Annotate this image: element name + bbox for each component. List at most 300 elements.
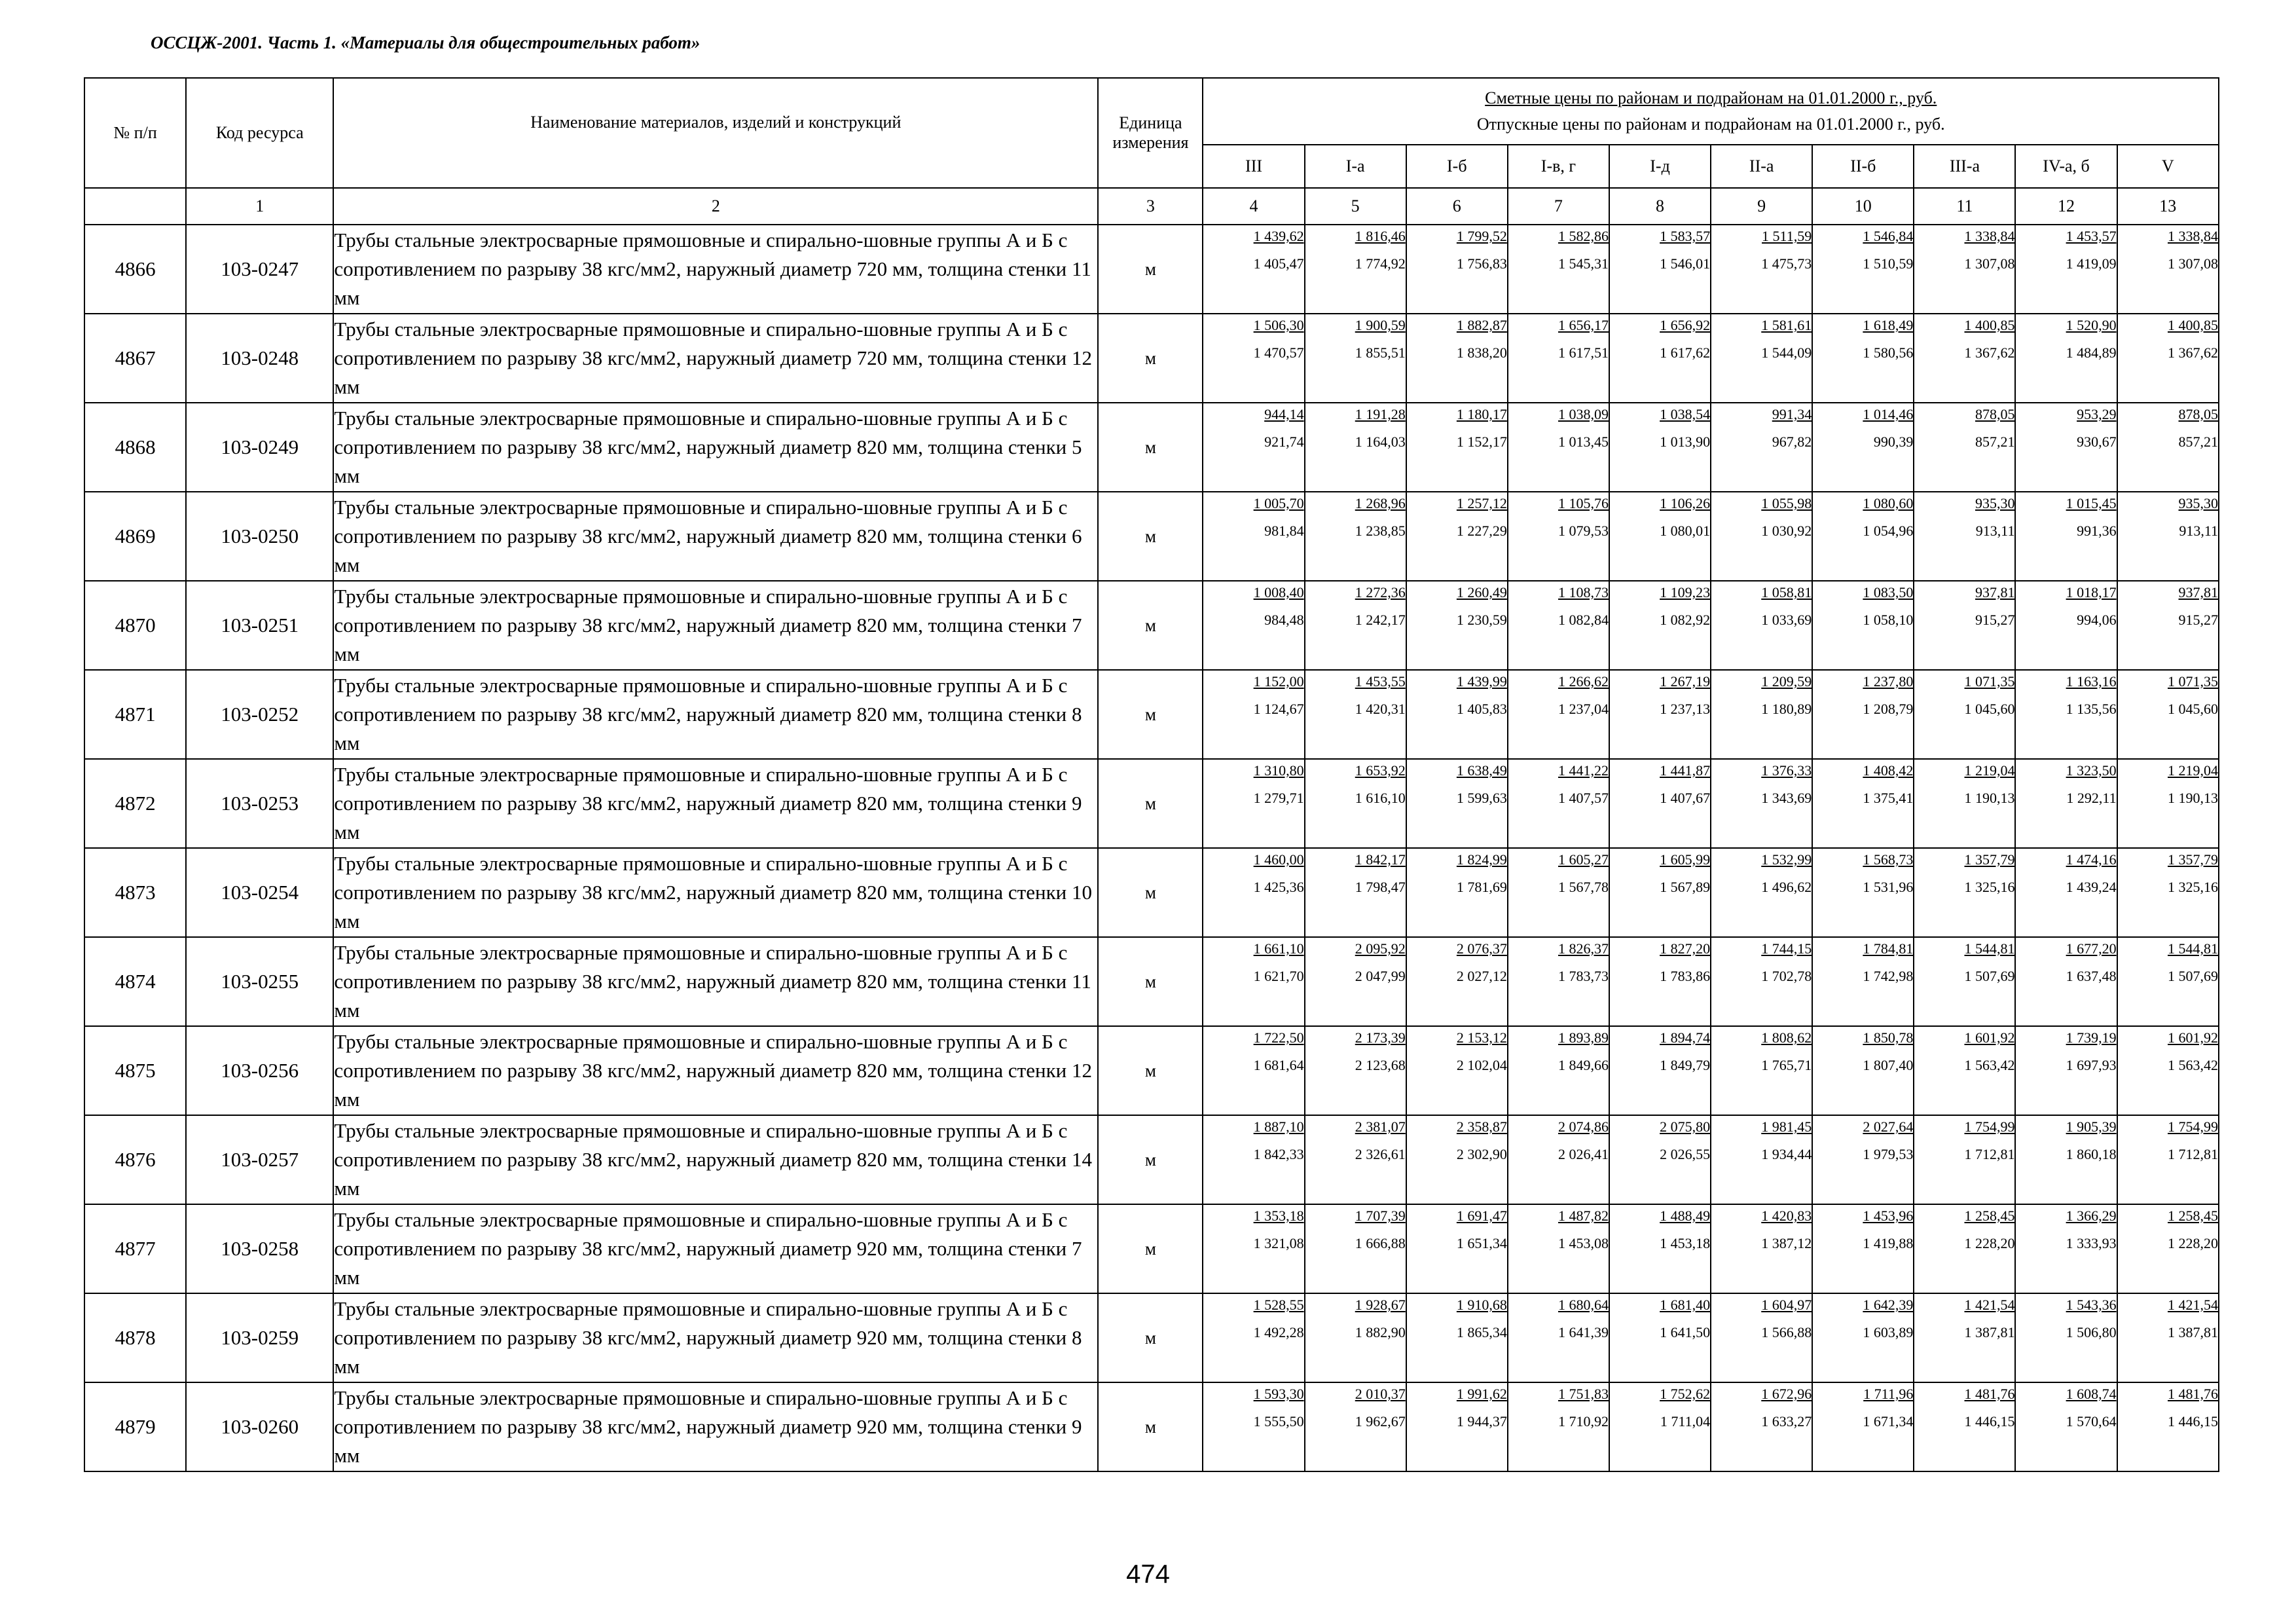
- price-cell: [1711, 937, 1812, 1026]
- price-cell: [1203, 1293, 1304, 1382]
- smetnaya-price: 1 058,81: [1761, 584, 1812, 600]
- price-cell: [1812, 1204, 1914, 1293]
- price-cell: [2015, 848, 2117, 937]
- table-row: [84, 403, 2219, 492]
- smetnaya-price: 1 583,57: [1660, 228, 1711, 244]
- otpusknaya-price: 991,36: [2077, 523, 2117, 539]
- otpusknaya-price: 1 292,11: [2066, 790, 2117, 806]
- smetnaya-price: 2 076,37: [1456, 940, 1507, 957]
- unit-cell: м: [1098, 492, 1203, 581]
- price-cell: [1203, 759, 1304, 848]
- column-number-cell: 7: [1508, 188, 1609, 225]
- row-number-cell: 4874: [84, 937, 186, 1026]
- price-cell: [1812, 492, 1914, 581]
- otpusknaya-price: 1 783,73: [1558, 968, 1609, 984]
- price-cell: [2117, 403, 2219, 492]
- price-cell: [2015, 1115, 2117, 1204]
- table-row: [84, 937, 2219, 1026]
- smetnaya-price: 2 074,86: [1558, 1118, 1609, 1135]
- price-cell: [1914, 492, 2015, 581]
- otpusknaya-price: 1 453,18: [1660, 1235, 1711, 1251]
- price-cell: [1406, 937, 1508, 1026]
- row-number-cell: 4869: [84, 492, 186, 581]
- otpusknaya-price: 1 711,04: [1660, 1413, 1711, 1430]
- otpusknaya-price: 1 475,73: [1761, 255, 1812, 272]
- region-header-cell: III-а: [1914, 145, 2015, 188]
- otpusknaya-price: 1 407,57: [1558, 790, 1609, 806]
- smetnaya-price: 1 018,17: [2066, 584, 2117, 600]
- smetnaya-price: 1 420,83: [1761, 1208, 1812, 1224]
- otpusknaya-price: 1 637,48: [2066, 968, 2117, 984]
- price-cell: [1406, 225, 1508, 314]
- smetnaya-price: 1 323,50: [2066, 762, 2117, 779]
- price-cell: [1914, 581, 2015, 670]
- material-name-cell: Трубы стальные электросварные прямошовные и спирально-шовные группы А и Б с сопротивлением по разрыву 38 кгс/мм2, наружный диаметр 920 мм, толщина стенки 9 мм: [333, 1382, 1098, 1471]
- price-cell: [1914, 1382, 2015, 1471]
- smetnaya-price: 1 474,16: [2066, 851, 2117, 868]
- material-name-cell: Трубы стальные электросварные прямошовные и спирально-шовные группы А и Б с сопротивлением по разрыву 38 кгс/мм2, наружный диаметр 820 мм, толщина стенки 12 мм: [333, 1026, 1098, 1115]
- smetnaya-price: 1 799,52: [1456, 228, 1507, 244]
- smetnaya-price: 2 027,64: [1863, 1118, 1914, 1135]
- smetnaya-price: 1 015,45: [2066, 495, 2117, 511]
- column-number-cell: 1: [186, 188, 333, 225]
- smetnaya-price: 1 842,17: [1355, 851, 1406, 868]
- price-cell: [1203, 492, 1304, 581]
- price-cell: [1203, 581, 1304, 670]
- price-cell: [2117, 314, 2219, 403]
- resource-code-cell: 103-0254: [186, 848, 333, 937]
- price-cell: [1914, 759, 2015, 848]
- otpusknaya-price: 984,48: [1264, 612, 1304, 628]
- price-cell: [1508, 1026, 1609, 1115]
- unit-cell: м: [1098, 1026, 1203, 1115]
- otpusknaya-price: 1 681,64: [1253, 1057, 1304, 1073]
- otpusknaya-price: 1 375,41: [1863, 790, 1914, 806]
- otpusknaya-price: 1 496,62: [1761, 879, 1812, 895]
- otpusknaya-price: 1 566,88: [1761, 1324, 1812, 1340]
- price-cell: [1305, 581, 1406, 670]
- column-number-cell: 11: [1914, 188, 2015, 225]
- otpusknaya-price: 1 307,08: [1964, 255, 2015, 272]
- table-row: [84, 670, 2219, 759]
- column-number-row: [84, 188, 2219, 225]
- page-number: 474: [1126, 1560, 1170, 1589]
- smetnaya-price: 1 511,59: [1762, 228, 1812, 244]
- smetnaya-price: 1 850,78: [1863, 1029, 1914, 1046]
- resource-code-cell: 103-0260: [186, 1382, 333, 1471]
- smetnaya-price: 1 544,81: [2168, 940, 2218, 957]
- price-cell: [2015, 937, 2117, 1026]
- price-cell: [1406, 670, 1508, 759]
- price-cell: [1609, 759, 1711, 848]
- otpusknaya-price: 930,67: [2077, 434, 2117, 450]
- otpusknaya-price: 1 367,62: [2168, 344, 2218, 361]
- unit-cell: м: [1098, 759, 1203, 848]
- smetnaya-price: 1 152,00: [1253, 673, 1304, 690]
- smetnaya-price: 1 353,18: [1253, 1208, 1304, 1224]
- price-cell: [1508, 759, 1609, 848]
- col-header-code: Код ресурса: [186, 78, 333, 188]
- otpusknaya-price: 1 712,81: [2168, 1146, 2218, 1162]
- smetnaya-price: 1 439,62: [1253, 228, 1304, 244]
- smetnaya-price: 1 593,30: [1253, 1386, 1304, 1402]
- smetnaya-price: 1 237,80: [1863, 673, 1914, 690]
- unit-cell: м: [1098, 937, 1203, 1026]
- smetnaya-price: 1 532,99: [1761, 851, 1812, 868]
- otpusknaya-price: 2 302,90: [1456, 1146, 1507, 1162]
- price-cell: [1508, 670, 1609, 759]
- smetnaya-price: 944,14: [1264, 406, 1304, 422]
- table-header: [84, 78, 2219, 225]
- price-cell: [1305, 403, 1406, 492]
- smetnaya-price: 1 653,92: [1355, 762, 1406, 779]
- resource-code-cell: 103-0249: [186, 403, 333, 492]
- smetnaya-price: 1 608,74: [2066, 1386, 2117, 1402]
- price-cell: [1609, 937, 1711, 1026]
- smetnaya-price: 1 981,45: [1761, 1118, 1812, 1135]
- price-cell: [1914, 1293, 2015, 1382]
- column-number-cell: 9: [1711, 188, 1812, 225]
- smetnaya-price: 2 381,07: [1355, 1118, 1406, 1135]
- price-cell: [1812, 1293, 1914, 1382]
- smetnaya-price: 1 268,96: [1355, 495, 1406, 511]
- price-cell: [1711, 670, 1812, 759]
- row-number-cell: 4876: [84, 1115, 186, 1204]
- smetnaya-price: 2 173,39: [1355, 1029, 1406, 1046]
- smetnaya-price: 1 882,87: [1456, 317, 1507, 333]
- price-cell: [1406, 1026, 1508, 1115]
- smetnaya-price: 1 754,99: [1964, 1118, 2015, 1135]
- smetnaya-price: 1 038,54: [1660, 406, 1711, 422]
- smetnaya-price: 1 460,00: [1253, 851, 1304, 868]
- price-cell: [1203, 225, 1304, 314]
- price-cell: [1609, 314, 1711, 403]
- smetnaya-price: 1 209,59: [1761, 673, 1812, 690]
- smetnaya-price: 1 707,39: [1355, 1208, 1406, 1224]
- price-cell: [1812, 759, 1914, 848]
- otpusknaya-price: 981,84: [1264, 523, 1304, 539]
- smetnaya-price: 1 487,82: [1558, 1208, 1609, 1224]
- smetnaya-price: 1 543,36: [2066, 1297, 2117, 1313]
- price-cell: [1711, 492, 1812, 581]
- smetnaya-price: 1 191,28: [1355, 406, 1406, 422]
- price-cell: [2015, 1204, 2117, 1293]
- price-cell: [1406, 1293, 1508, 1382]
- otpusknaya-price: 1 419,88: [1863, 1235, 1914, 1251]
- material-name-cell: Трубы стальные электросварные прямошовные и спирально-шовные группы А и Б с сопротивлением по разрыву 38 кгс/мм2, наружный диаметр 920 мм, толщина стенки 8 мм: [333, 1293, 1098, 1382]
- price-cell: [2015, 403, 2117, 492]
- price-cell: [1305, 848, 1406, 937]
- otpusknaya-price: 1 227,29: [1456, 523, 1507, 539]
- otpusknaya-price: 967,82: [1772, 434, 1812, 450]
- material-name-cell: Трубы стальные электросварные прямошовные и спирально-шовные группы А и Б с сопротивлением по разрыву 38 кгс/мм2, наружный диаметр 820 мм, толщина стенки 5 мм: [333, 403, 1098, 492]
- smetnaya-price: 1 180,17: [1456, 406, 1507, 422]
- otpusknaya-price: 1 045,60: [1964, 701, 2015, 717]
- table-row: [84, 848, 2219, 937]
- smetnaya-price: 1 108,73: [1558, 584, 1609, 600]
- unit-cell: м: [1098, 1204, 1203, 1293]
- smetnaya-price: 1 601,92: [2168, 1029, 2218, 1046]
- smetnaya-price: 2 010,37: [1355, 1386, 1406, 1402]
- smetnaya-price: 1 546,84: [1863, 228, 1914, 244]
- smetnaya-price: 1 642,39: [1863, 1297, 1914, 1313]
- price-cell: [1508, 492, 1609, 581]
- table-row: [84, 225, 2219, 314]
- smetnaya-price: 1 441,22: [1558, 762, 1609, 779]
- otpusknaya-price: 1 712,81: [1964, 1146, 2015, 1162]
- otpusknaya-price: 1 546,01: [1660, 255, 1711, 272]
- smetnaya-price: 1 827,20: [1660, 940, 1711, 957]
- smetnaya-price: 1 071,35: [2168, 673, 2218, 690]
- otpusknaya-price: 913,11: [1975, 523, 2015, 539]
- price-cell: [1508, 581, 1609, 670]
- otpusknaya-price: 1 045,60: [2168, 701, 2218, 717]
- otpusknaya-price: 1 230,59: [1456, 612, 1507, 628]
- smetnaya-price: 1 991,62: [1456, 1386, 1507, 1402]
- otpusknaya-price: 1 563,42: [2168, 1057, 2218, 1073]
- price-cell: [1914, 225, 2015, 314]
- smetnaya-price: 1 008,40: [1253, 584, 1304, 600]
- price-cell: [1914, 670, 2015, 759]
- region-header-cell: III: [1203, 145, 1304, 188]
- smetnaya-price: 1 357,79: [2168, 851, 2218, 868]
- price-cell: [1406, 403, 1508, 492]
- price-cell: [1812, 225, 1914, 314]
- otpusknaya-price: 2 027,12: [1456, 968, 1507, 984]
- otpusknaya-price: 1 544,09: [1761, 344, 1812, 361]
- price-cell: [1406, 581, 1508, 670]
- otpusknaya-price: 2 047,99: [1355, 968, 1406, 984]
- otpusknaya-price: 1 633,27: [1761, 1413, 1812, 1430]
- otpusknaya-price: 1 507,69: [2168, 968, 2218, 984]
- price-cell: [1812, 1382, 1914, 1471]
- smetnaya-price: 1 163,16: [2066, 673, 2117, 690]
- otpusknaya-price: 857,21: [2178, 434, 2218, 450]
- smetnaya-price: 1 661,10: [1253, 940, 1304, 957]
- otpusknaya-price: 1 621,70: [1253, 968, 1304, 984]
- price-cell: [1203, 1026, 1304, 1115]
- smetnaya-price: 1 605,27: [1558, 851, 1609, 868]
- otpusknaya-price: 1 190,13: [2168, 790, 2218, 806]
- price-cell: [1812, 848, 1914, 937]
- otpusknaya-price: 1 742,98: [1863, 968, 1914, 984]
- otpusknaya-price: 1 164,03: [1355, 434, 1406, 450]
- otpusknaya-price: 1 013,45: [1558, 434, 1609, 450]
- otpusknaya-price: 1 058,10: [1863, 612, 1914, 628]
- smetnaya-price: 1 887,10: [1253, 1118, 1304, 1135]
- smetnaya-price: 1 905,39: [2066, 1118, 2117, 1135]
- price-cell: [1203, 1115, 1304, 1204]
- table-row: [84, 1382, 2219, 1471]
- price-cell: [1711, 581, 1812, 670]
- otpusknaya-price: 1 367,62: [1964, 344, 2015, 361]
- column-number-cell-empty: [84, 188, 186, 225]
- column-number-cell: 13: [2117, 188, 2219, 225]
- smetnaya-price: 2 153,12: [1456, 1029, 1507, 1046]
- row-number-cell: 4866: [84, 225, 186, 314]
- column-number-cell: 4: [1203, 188, 1304, 225]
- price-cell: [1203, 937, 1304, 1026]
- smetnaya-price: 1 581,61: [1761, 317, 1812, 333]
- smetnaya-price: 1 910,68: [1456, 1297, 1507, 1313]
- otpusknaya-price: 1 484,89: [2066, 344, 2117, 361]
- column-number-cell: 10: [1812, 188, 1914, 225]
- price-cell: [1609, 848, 1711, 937]
- smetnaya-price: 1 219,04: [2168, 762, 2218, 779]
- otpusknaya-price: 1 617,62: [1660, 344, 1711, 361]
- price-cell: [1203, 670, 1304, 759]
- otpusknaya-price: 1 228,20: [1964, 1235, 2015, 1251]
- otpusknaya-price: 1 531,96: [1863, 879, 1914, 895]
- otpusknaya-price: 1 387,12: [1761, 1235, 1812, 1251]
- row-number-cell: 4877: [84, 1204, 186, 1293]
- price-cell: [2117, 492, 2219, 581]
- smetnaya-price: 1 272,36: [1355, 584, 1406, 600]
- row-number-cell: 4879: [84, 1382, 186, 1471]
- price-cell: [2117, 225, 2219, 314]
- otpusknaya-price: 1 079,53: [1558, 523, 1609, 539]
- smetnaya-price: 2 075,80: [1660, 1118, 1711, 1135]
- price-cell: [1508, 314, 1609, 403]
- smetnaya-price: 1 754,99: [2168, 1118, 2218, 1135]
- smetnaya-price: 1 680,64: [1558, 1297, 1609, 1313]
- otpusknaya-price: 1 765,71: [1761, 1057, 1812, 1073]
- column-number-cell: 12: [2015, 188, 2117, 225]
- otpusknaya-price: 1 180,89: [1761, 701, 1812, 717]
- smetnaya-price: 1 453,57: [2066, 228, 2117, 244]
- price-cell: [1609, 1293, 1711, 1382]
- row-number-cell: 4871: [84, 670, 186, 759]
- price-cell: [2117, 581, 2219, 670]
- column-number-cell: 3: [1098, 188, 1203, 225]
- price-cell: [1812, 314, 1914, 403]
- otpusknaya-price: 1 013,90: [1660, 434, 1711, 450]
- price-cell: [1711, 403, 1812, 492]
- price-cell: [1914, 403, 2015, 492]
- price-cell: [1203, 1382, 1304, 1471]
- col-header-num: № п/п: [84, 78, 186, 188]
- otpusknaya-price: 1 781,69: [1456, 879, 1507, 895]
- smetnaya-price: 1 784,81: [1863, 940, 1914, 957]
- price-cell: [2117, 1204, 2219, 1293]
- smetnaya-price: 1 739,19: [2066, 1029, 2117, 1046]
- smetnaya-price: 1 752,62: [1660, 1386, 1711, 1402]
- material-name-cell: Трубы стальные электросварные прямошовные и спирально-шовные группы А и Б с сопротивлением по разрыву 38 кгс/мм2, наружный диаметр 820 мм, толщина стенки 9 мм: [333, 759, 1098, 848]
- price-cell: [1609, 1204, 1711, 1293]
- price-cell: [2015, 670, 2117, 759]
- otpusknaya-price: 1 783,86: [1660, 968, 1711, 984]
- row-number-cell: 4878: [84, 1293, 186, 1382]
- price-cell: [2117, 1115, 2219, 1204]
- price-cell: [1406, 314, 1508, 403]
- region-header-cell: I-в, г: [1508, 145, 1609, 188]
- price-cell: [1812, 581, 1914, 670]
- smetnaya-price: 1 338,84: [1964, 228, 2015, 244]
- price-cell: [1508, 1204, 1609, 1293]
- smetnaya-price: 1 267,19: [1660, 673, 1711, 690]
- smetnaya-price: 1 260,49: [1456, 584, 1507, 600]
- price-cell: [1609, 670, 1711, 759]
- otpusknaya-price: 1 321,08: [1253, 1235, 1304, 1251]
- table-row: [84, 1115, 2219, 1204]
- price-cell: [1305, 1293, 1406, 1382]
- otpusknaya-price: 1 470,57: [1253, 344, 1304, 361]
- otpusknaya-price: 2 123,68: [1355, 1057, 1406, 1073]
- otpusknaya-price: 1 507,69: [1964, 968, 2015, 984]
- price-cell: [2117, 759, 2219, 848]
- price-cell: [1711, 1115, 1812, 1204]
- price-cell: [1406, 1204, 1508, 1293]
- price-cell: [1609, 1115, 1711, 1204]
- price-cell: [1711, 1026, 1812, 1115]
- resource-code-cell: 103-0258: [186, 1204, 333, 1293]
- smetnaya-price: 1 105,76: [1558, 495, 1609, 511]
- otpusknaya-price: 1 228,20: [2168, 1235, 2218, 1251]
- col-header-name: Наименование материалов, изделий и конструкций: [333, 78, 1098, 188]
- smetnaya-price: 1 711,96: [1863, 1386, 1914, 1402]
- region-header-cell: I-а: [1305, 145, 1406, 188]
- price-cell: [1305, 1026, 1406, 1115]
- otpusknaya-price: 1 419,09: [2066, 255, 2117, 272]
- smetnaya-price: 1 605,99: [1660, 851, 1711, 868]
- material-name-cell: Трубы стальные электросварные прямошовные и спирально-шовные группы А и Б с сопротивлением по разрыву 38 кгс/мм2, наружный диаметр 820 мм, толщина стенки 6 мм: [333, 492, 1098, 581]
- resource-code-cell: 103-0256: [186, 1026, 333, 1115]
- smetnaya-price: 1 506,30: [1253, 317, 1304, 333]
- unit-cell: м: [1098, 1293, 1203, 1382]
- otpusknaya-price: 1 617,51: [1558, 344, 1609, 361]
- otpusknaya-price: 990,39: [1873, 434, 1914, 450]
- price-cell: [2015, 1293, 2117, 1382]
- row-number-cell: 4872: [84, 759, 186, 848]
- otpusknaya-price: 1 697,93: [2066, 1057, 2117, 1073]
- table-row: [84, 759, 2219, 848]
- otpusknaya-price: 921,74: [1264, 434, 1304, 450]
- otpusknaya-price: 1 849,79: [1660, 1057, 1711, 1073]
- table-row: [84, 314, 2219, 403]
- price-cell: [1508, 848, 1609, 937]
- otpusknaya-price: 1 666,88: [1355, 1235, 1406, 1251]
- price-cell: [1812, 1026, 1914, 1115]
- price-cell: [1609, 581, 1711, 670]
- price-cell: [1711, 1204, 1812, 1293]
- otpusknaya-price: 1 439,24: [2066, 879, 2117, 895]
- smetnaya-price: 1 014,46: [1863, 406, 1914, 422]
- material-name-cell: Трубы стальные электросварные прямошовные и спирально-шовные группы А и Б с сопротивлением по разрыву 38 кгс/мм2, наружный диаметр 820 мм, толщина стенки 10 мм: [333, 848, 1098, 937]
- unit-cell: м: [1098, 403, 1203, 492]
- otpusknaya-price: 1 510,59: [1863, 255, 1914, 272]
- otpusknaya-price: 1 237,04: [1558, 701, 1609, 717]
- region-header-cell: II-б: [1812, 145, 1914, 188]
- otpusknaya-price: 994,06: [2077, 612, 2117, 628]
- smetnaya-price: 1 681,40: [1660, 1297, 1711, 1313]
- price-cell: [1711, 1382, 1812, 1471]
- price-cell: [1711, 225, 1812, 314]
- otpusknaya-price: 1 033,69: [1761, 612, 1812, 628]
- smetnaya-price: 1 520,90: [2066, 317, 2117, 333]
- table-row: [84, 581, 2219, 670]
- price-cell: [2015, 225, 2117, 314]
- price-group-otpusknye-label: Отпускные цены по районам и подрайонам на 01.01.2000 г., руб.: [1476, 115, 1945, 134]
- otpusknaya-price: 1 405,47: [1253, 255, 1304, 272]
- price-cell: [1203, 314, 1304, 403]
- otpusknaya-price: 1 082,84: [1558, 612, 1609, 628]
- smetnaya-price: 1 744,15: [1761, 940, 1812, 957]
- region-header-cell: V: [2117, 145, 2219, 188]
- otpusknaya-price: 1 387,81: [1964, 1324, 2015, 1340]
- otpusknaya-price: 1 860,18: [2066, 1146, 2117, 1162]
- smetnaya-price: 1 638,49: [1456, 762, 1507, 779]
- smetnaya-price: 878,05: [2178, 406, 2218, 422]
